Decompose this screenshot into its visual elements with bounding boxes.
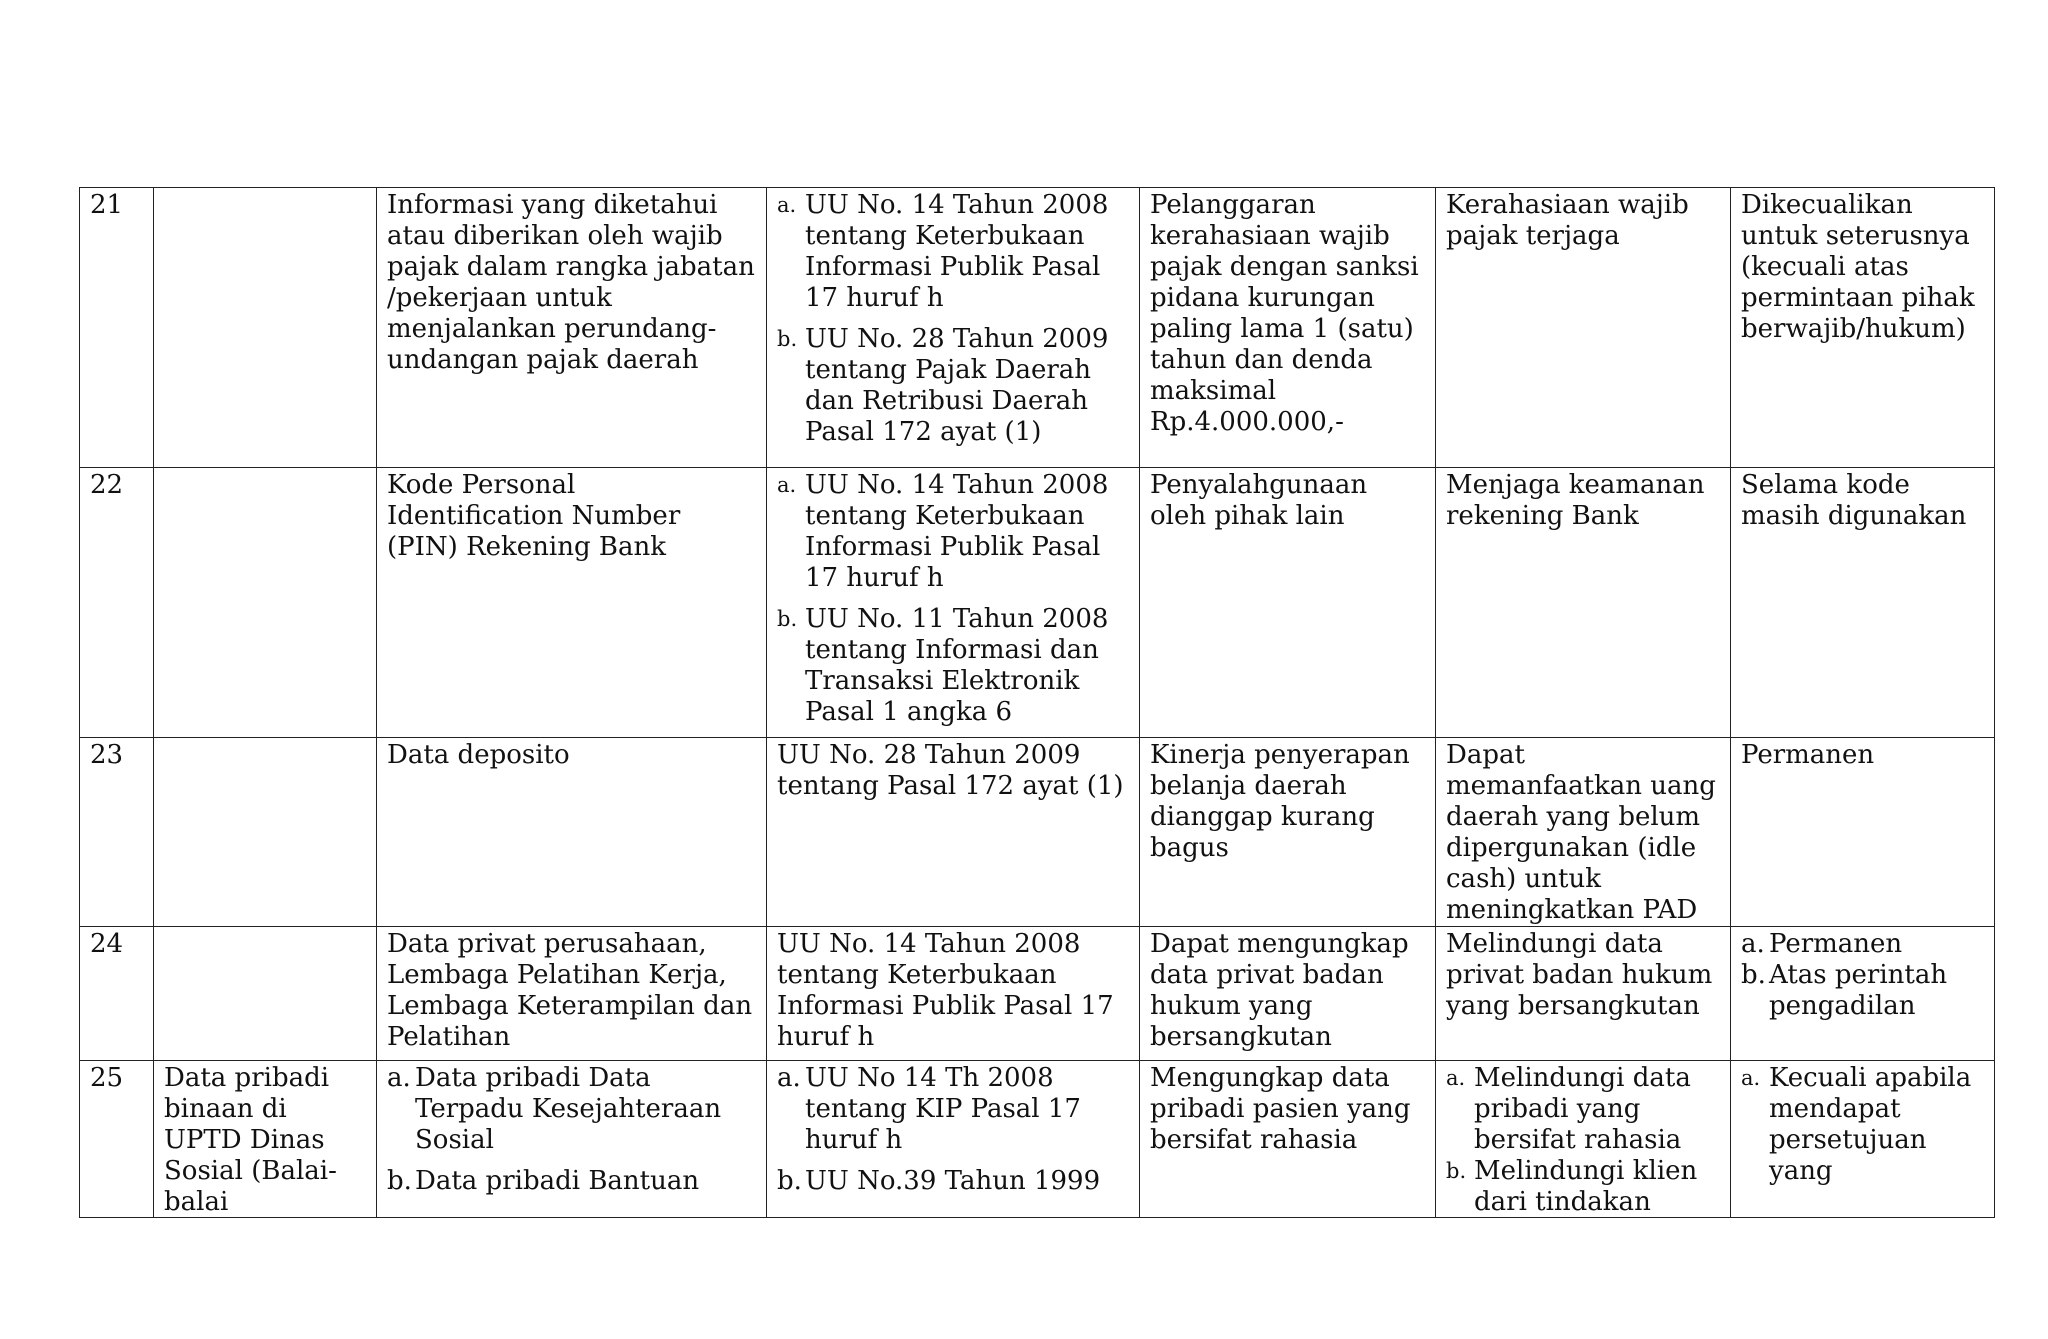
period-cell: Selama kode masih digunakan xyxy=(1731,468,1995,738)
consequence-cell: Mengungkap data pribadi pasien yang bersifat rahasia xyxy=(1140,1061,1436,1218)
list-item: a. Data pribadi Data Terpadu Kesejahteraan Sosial xyxy=(387,1063,722,1155)
consequence-cell: Kinerja penyerapan belanja daerah dianggap kurang bagus xyxy=(1140,738,1436,927)
category-cell xyxy=(154,468,377,738)
list-item: a. Kecuali apabila mendapat persetujuan yang xyxy=(1741,1063,1972,1186)
benefit-cell: Dapat memanfaatkan uang daerah yang belum dipergunakan (idle cash) untuk meningkatkan PAD xyxy=(1436,738,1731,927)
information-cell: Kode Personal Identification Number (PIN) Rekening Bank xyxy=(377,468,767,738)
legal-basis-list xyxy=(777,470,1129,728)
consequence-cell: Pelanggaran kerahasiaan wajib pajak dengan sanksi pidana kurungan paling lama 1 (satu) tahun dan denda maksimal Rp.4.000.000,- xyxy=(1140,188,1436,468)
table-row xyxy=(80,188,1995,468)
category-cell xyxy=(154,927,377,1061)
legal-basis-list xyxy=(777,190,1129,448)
row-number: 23 xyxy=(80,738,154,927)
legal-basis-list xyxy=(777,1063,1129,1197)
table-row xyxy=(80,927,1995,1061)
benefit-clip xyxy=(1446,1063,1720,1215)
category-cell xyxy=(154,1061,377,1218)
information-cell: Informasi yang diketahui atau diberikan oleh wajib pajak dalam rangka jabatan /pekerjaan untuk menjalankan perundang-undangan pajak daerah xyxy=(377,188,767,468)
list-item: b. Atas perintah pengadilan xyxy=(1741,960,1948,1021)
benefit-list xyxy=(1446,1063,1720,1215)
legal-basis-cell: UU No. 14 Tahun 2008 tentang Keterbukaan Informasi Publik Pasal 17 huruf h xyxy=(767,927,1140,1061)
period-cell: Dikecualikan untuk seterusnya (kecuali atas permintaan pihak berwajib/hukum) xyxy=(1731,188,1995,468)
legal-basis-cell xyxy=(767,188,1140,468)
period-list xyxy=(1741,1063,1984,1187)
category-cell xyxy=(154,738,377,927)
period-cell: Permanen xyxy=(1731,738,1995,927)
period-clip xyxy=(1741,1063,1984,1187)
list-item: b. Melindungi klien dari tindakan xyxy=(1446,1156,1698,1215)
information-list xyxy=(387,1063,756,1197)
list-item: a. UU No. 14 Tahun 2008 tentang Keterbukaan Informasi Publik Pasal 17 huruf h xyxy=(777,470,1109,593)
period-list xyxy=(1741,929,1984,1022)
benefit-cell: Melindungi data privat badan hukum yang bersangkutan xyxy=(1436,927,1731,1061)
list-item: b. UU No. 11 Tahun 2008 tentang Informasi dan Transaksi Elektronik Pasal 1 angka 6 xyxy=(777,604,1109,727)
period-cell xyxy=(1731,1061,1995,1218)
category-text: Data pribadi binaan di UPTD Dinas Sosial (Balai-balai xyxy=(164,1063,337,1215)
list-item: a. UU No. 14 Tahun 2008 tentang Keterbukaan Informasi Publik Pasal 17 huruf h xyxy=(777,190,1109,313)
benefit-cell: Menjaga keamanan rekening Bank xyxy=(1436,468,1731,738)
information-cell: Data privat perusahaan, Lembaga Pelatihan Kerja, Lembaga Keterampilan dan Pelatihan xyxy=(377,927,767,1061)
information-cell xyxy=(377,1061,767,1218)
period-cell xyxy=(1731,927,1995,1061)
list-item: a. UU No 14 Th 2008 tentang KIP Pasal 17 huruf h xyxy=(777,1063,1081,1155)
list-item: a. Permanen xyxy=(1741,929,1903,959)
legal-basis-cell xyxy=(767,1061,1140,1218)
information-cell: Data deposito xyxy=(377,738,767,927)
list-item: b. Data pribadi Bantuan xyxy=(387,1166,700,1196)
list-item: b. UU No. 28 Tahun 2009 tentang Pajak Daerah dan Retribusi Daerah Pasal 172 ayat (1) xyxy=(777,324,1109,447)
benefit-cell: Kerahasiaan wajib pajak terjaga xyxy=(1436,188,1731,468)
table-row xyxy=(80,738,1995,927)
consequence-cell: Dapat mengungkap data privat badan hukum yang bersangkutan xyxy=(1140,927,1436,1061)
benefit-cell xyxy=(1436,1061,1731,1218)
row-number: 22 xyxy=(80,468,154,738)
consequence-cell: Penyalahgunaan oleh pihak lain xyxy=(1140,468,1436,738)
legal-basis-cell: UU No. 28 Tahun 2009 tentang Pasal 172 ayat (1) xyxy=(767,738,1140,927)
category-cell xyxy=(154,188,377,468)
row-number: 24 xyxy=(80,927,154,1061)
row-number: 21 xyxy=(80,188,154,468)
legal-basis-cell xyxy=(767,468,1140,738)
table-row xyxy=(80,468,1995,738)
row-number: 25 xyxy=(80,1061,154,1218)
list-item: b. UU No.39 Tahun 1999 xyxy=(777,1166,1101,1196)
list-item: a. Melindungi data pribadi yang bersifat rahasia xyxy=(1446,1063,1691,1155)
exempt-information-table xyxy=(79,187,1995,1218)
table-row xyxy=(80,1061,1995,1218)
